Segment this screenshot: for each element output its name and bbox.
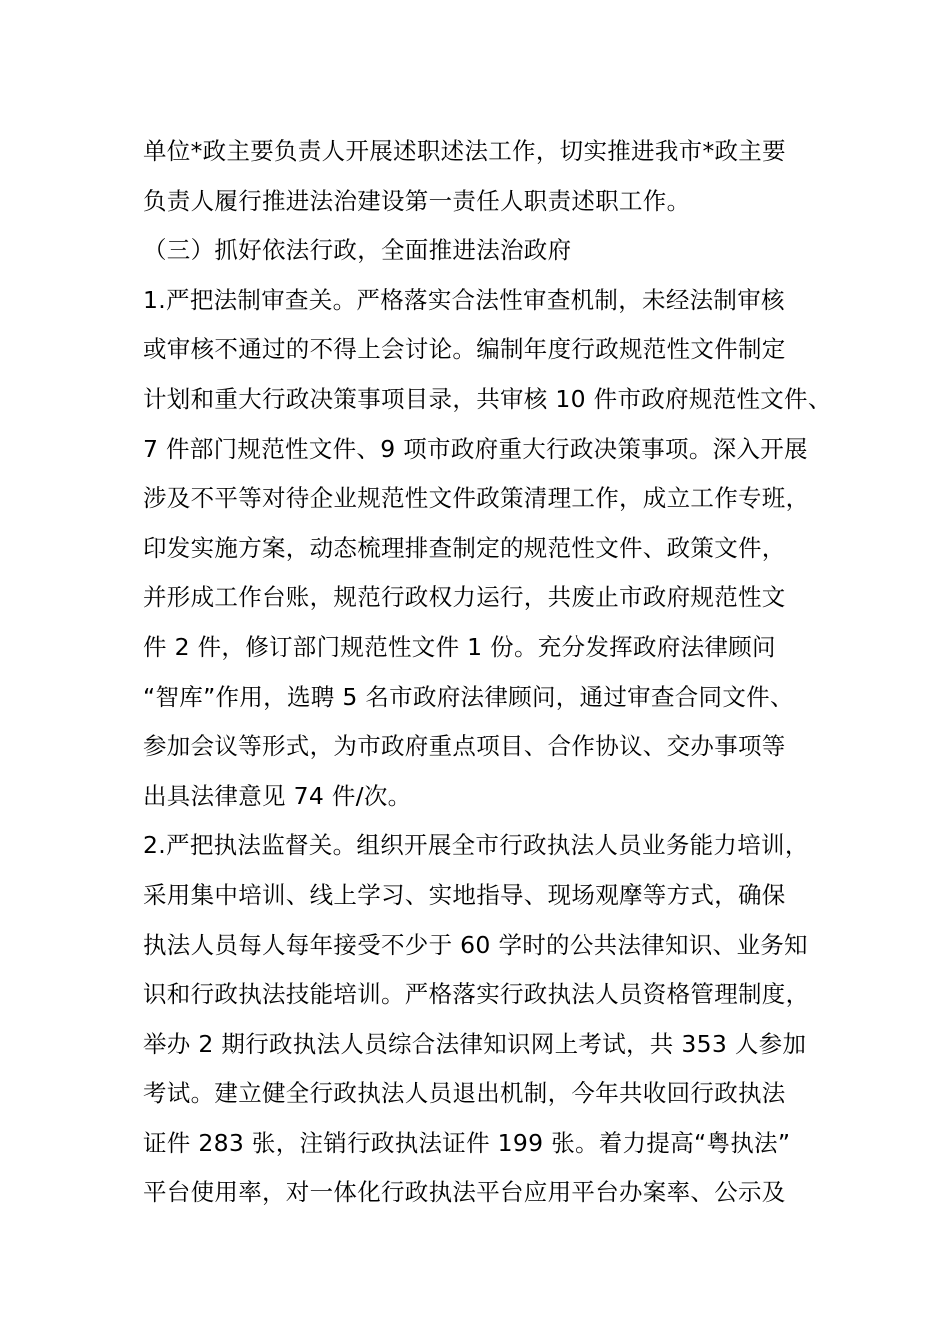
text-line: 执法人员每人每年接受不少于 60 学时的公共法律知识、业务知	[143, 930, 808, 959]
document-body	[143, 127, 833, 1218]
text-line: 计划和重大行政决策事项目录，共审核 10 件市政府规范性文件、	[143, 384, 832, 413]
text-line: 平台使用率，对一体化行政执法平台应用平台办案率、公示及	[143, 1178, 786, 1207]
text-line: 并形成工作台账，规范行政权力运行，共废止市政府规范性文	[143, 583, 786, 612]
text-line: 负责人履行推进法治建设第一责任人职责述职工作。	[143, 186, 691, 215]
text-line: 采用集中培训、线上学习、实地指导、现场观摩等方式，确保	[143, 880, 786, 909]
text-line: 出具法律意见 74 件/次。	[143, 781, 412, 810]
text-line: 举办 2 期行政执法人员综合法律知识网上考试，共 353 人参加	[143, 1029, 807, 1058]
text-line: 件 2 件，修订部门规范性文件 1 份。充分发挥政府法律顾问	[143, 632, 776, 661]
text-line: 单位*政主要负责人开展述职述法工作，切实推进我市*政主要	[143, 137, 786, 165]
text-line: 印发实施方案，动态梳理排查制定的规范性文件、政策文件，	[143, 533, 786, 562]
text-line: 7 件部门规范性文件、9 项市政府重大行政决策事项。深入开展	[143, 434, 808, 463]
text-line: 涉及不平等对待企业规范性文件政策清理工作，成立工作专班，	[143, 484, 810, 513]
text-line: 1.严把法制审查关。严格落实合法性审查机制，未经法制审核	[143, 285, 785, 314]
text-line: 2.严把执法监督关。组织开展全市行政执法人员业务能力培训，	[143, 831, 809, 860]
text-line: “智库”作用，选聘 5 名市政府法律顾问，通过审查合同文件、	[143, 682, 794, 711]
section-heading: （三）抓好依法行政，全面推进法治政府	[143, 236, 572, 265]
text-line: 证件 283 张，注销行政执法证件 199 张。着力提高“粤执法”	[143, 1128, 791, 1157]
text-line: 或审核不通过的不得上会讨论。编制年度行政规范性文件制定	[143, 335, 786, 364]
text-line: 参加会议等形式，为市政府重点项目、合作协议、交办事项等	[143, 732, 786, 761]
text-line: 识和行政执法技能培训。严格落实行政执法人员资格管理制度，	[143, 980, 810, 1009]
text-line: 考试。建立健全行政执法人员退出机制，今年共收回行政执法	[143, 1079, 786, 1108]
